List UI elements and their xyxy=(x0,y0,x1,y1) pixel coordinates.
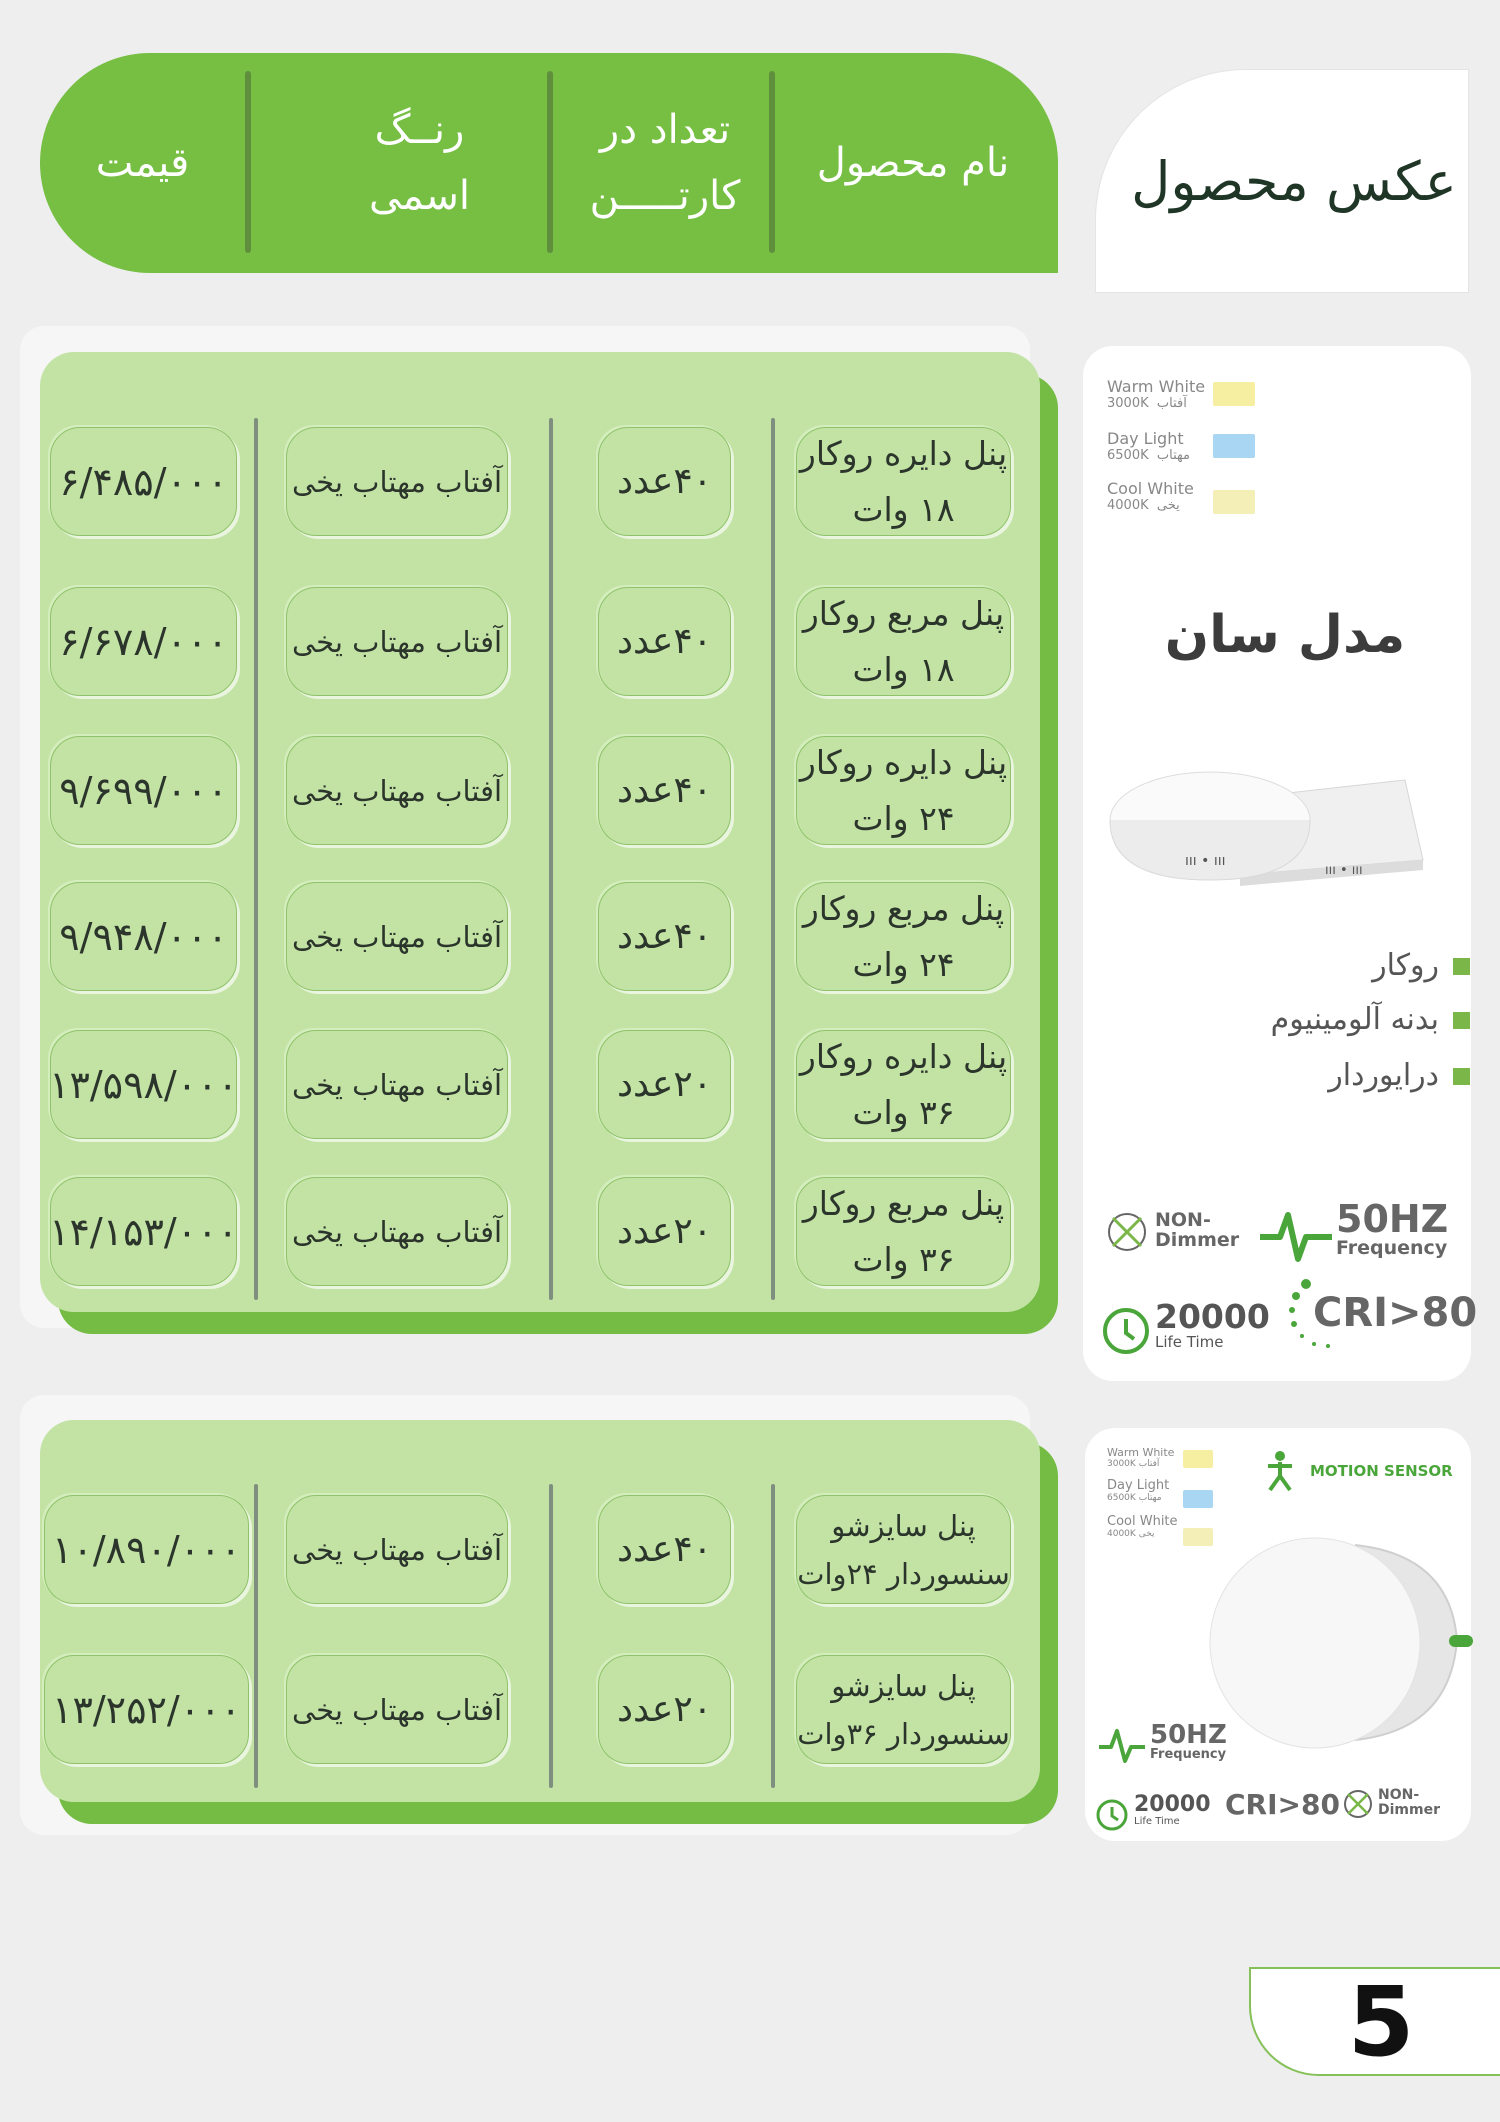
color-cell: آفتاب مهتاب یخی xyxy=(286,1177,508,1286)
header-divider xyxy=(245,71,251,253)
legend-kelvin: 4000K xyxy=(1107,1529,1136,1539)
day-light-swatch xyxy=(1183,1490,1213,1508)
life-time-badge xyxy=(1134,1794,1211,1827)
qty-cell: ۴۰عدد xyxy=(598,1495,731,1604)
color-cell: آفتاب مهتاب یخی xyxy=(286,427,508,536)
legend-kelvin: 6500K xyxy=(1107,448,1149,463)
feature-item: روکار xyxy=(1180,948,1470,983)
table2-divider xyxy=(254,1484,258,1788)
legend-name: Day Light xyxy=(1107,429,1184,448)
bullet-square-icon xyxy=(1453,1068,1470,1085)
life-time-value: 20000 xyxy=(1134,1792,1211,1817)
hz-label: Frequency xyxy=(1150,1747,1227,1762)
hz-value: 50HZ xyxy=(1336,1197,1449,1241)
product-name-line-2: ۳۶ وات xyxy=(852,1239,955,1279)
page-number: 5 xyxy=(1249,1967,1500,2076)
product-name-cell xyxy=(796,427,1011,536)
non-dimmer-text-2: Dimmer xyxy=(1155,1229,1240,1251)
header-qty-label-2: کارتـــــن xyxy=(589,173,741,219)
legend-name: Warm White xyxy=(1107,377,1206,396)
life-time-label: Life Time xyxy=(1134,1816,1180,1827)
bullet-square-icon xyxy=(1453,958,1470,975)
legend-fa: آفتاب xyxy=(1156,396,1187,411)
non-dimmer-icon xyxy=(1342,1788,1374,1820)
motion-sensor-icon xyxy=(1258,1448,1302,1492)
qty-cell: ۲۰عدد xyxy=(598,1655,731,1764)
product-name-line-2: ۲۴ وات xyxy=(852,944,955,984)
life-time-icon xyxy=(1100,1305,1152,1357)
header-divider xyxy=(547,71,553,253)
color-cell: آفتاب مهتاب یخی xyxy=(286,1655,508,1764)
qty-cell: ۴۰عدد xyxy=(598,587,731,696)
header-color-label-1: رنــگ xyxy=(374,107,465,153)
header-price xyxy=(40,53,245,273)
cool-white-swatch xyxy=(1213,490,1255,514)
product-name-line-2: ۲۴ وات xyxy=(852,798,955,838)
header-color-label-2: اسمی xyxy=(368,173,471,219)
color-cell: آفتاب مهتاب یخی xyxy=(286,736,508,845)
non-dimmer-badge xyxy=(1155,1210,1239,1250)
table1-divider xyxy=(771,418,775,1300)
day-light-swatch xyxy=(1213,434,1255,458)
qty-cell: ۴۰عدد xyxy=(598,882,731,991)
non-dimmer-badge xyxy=(1378,1788,1440,1818)
legend-kelvin: 3000K xyxy=(1107,1459,1136,1469)
color-cell: آفتاب مهتاب یخی xyxy=(286,587,508,696)
header-qty-label-1: تعداد در xyxy=(599,107,731,153)
header-color xyxy=(252,53,587,273)
legend-fa: مهتاب xyxy=(1138,1493,1162,1503)
legend-name: Day Light xyxy=(1107,1478,1170,1493)
product-name-line-1: پنل مربع روکار xyxy=(802,593,1005,633)
non-dimmer-text-1: NON- xyxy=(1155,1209,1211,1231)
product-name-line-1: پنل سایزشو xyxy=(831,1508,976,1543)
hz-label: Frequency xyxy=(1336,1237,1448,1259)
product-name-cell xyxy=(796,736,1011,845)
cri-badge: CRI>80 xyxy=(1225,1788,1340,1821)
product-name-line-1: پنل مربع روکار xyxy=(802,1183,1005,1223)
life-time-badge xyxy=(1155,1297,1270,1351)
model-title: مدل سان xyxy=(1164,605,1406,665)
frequency-wave-icon xyxy=(1097,1725,1147,1765)
legend-fa: یخی xyxy=(1156,498,1180,513)
hz-badge xyxy=(1336,1197,1449,1259)
product-name-line-1: پنل مربع روکار xyxy=(802,888,1005,928)
price-cell: ۹/۹۴۸/۰۰۰ xyxy=(50,882,237,991)
product-name-cell xyxy=(796,1030,1011,1139)
product-name-cell xyxy=(796,1177,1011,1286)
frequency-wave-icon xyxy=(1258,1205,1334,1265)
price-cell: ۶/۶۷۸/۰۰۰ xyxy=(50,587,237,696)
table1-divider xyxy=(549,418,553,1300)
cri-badge: CRI>80 xyxy=(1313,1290,1478,1336)
svg-text:ııı • ııı: ııı • ııı xyxy=(1185,853,1226,869)
table-header-bar xyxy=(40,53,1058,273)
product-name-line-2: ۳۶ وات xyxy=(852,1092,955,1132)
surface-panel-image xyxy=(1105,740,1435,890)
product-name-line-1: پنل دایره روکار xyxy=(799,1036,1008,1076)
photo-header xyxy=(1096,70,1468,292)
life-time-label: Life Time xyxy=(1155,1333,1224,1351)
table2-divider xyxy=(771,1484,775,1788)
color-cell: آفتاب مهتاب یخی xyxy=(286,882,508,991)
legend-kelvin: 3000K xyxy=(1107,396,1149,411)
price-cell: ۶/۴۸۵/۰۰۰ xyxy=(50,427,237,536)
non-dimmer-text-2: Dimmer xyxy=(1378,1802,1440,1818)
hz-value: 50HZ xyxy=(1150,1720,1227,1750)
legend-kelvin: 6500K xyxy=(1107,1493,1136,1503)
hz-badge xyxy=(1150,1722,1227,1762)
color-cell: آفتاب مهتاب یخی xyxy=(286,1030,508,1139)
legend-fa: یخی xyxy=(1138,1529,1155,1539)
product-name-cell xyxy=(796,587,1011,696)
non-dimmer-text-1: NON- xyxy=(1378,1787,1420,1803)
table1-divider xyxy=(254,418,258,1300)
qty-cell: ۴۰عدد xyxy=(598,736,731,845)
price-cell: ۱۳/۲۵۲/۰۰۰ xyxy=(44,1655,249,1764)
product-name-line-2: ۱۸ وات xyxy=(852,489,955,529)
product-name-line-2: سنسوردار ۳۶وات xyxy=(797,1716,1010,1751)
product-name-line-1: پنل سایزشو xyxy=(831,1668,976,1703)
legend-kelvin: 4000K xyxy=(1107,498,1149,513)
product-name-line-1: پنل دایره روکار xyxy=(799,433,1008,473)
product-name-line-2: ۱۸ وات xyxy=(852,649,955,689)
color-cell: آفتاب مهتاب یخی xyxy=(286,1495,508,1604)
feature-item: بدنه آلومینیوم xyxy=(1180,1002,1470,1037)
qty-cell: ۲۰عدد xyxy=(598,1177,731,1286)
product-name-cell xyxy=(796,882,1011,991)
header-name xyxy=(778,53,1048,273)
product-name-cell xyxy=(796,1495,1011,1604)
table2-divider xyxy=(549,1484,553,1788)
motion-sensor-label: MOTION SENSOR xyxy=(1310,1462,1453,1480)
svg-text:ııı • ııı: ııı • ııı xyxy=(1325,863,1363,878)
price-cell: ۹/۶۹۹/۰۰۰ xyxy=(50,736,237,845)
legend-name: Warm White xyxy=(1107,1446,1175,1459)
header-price-label: قیمت xyxy=(95,140,190,186)
header-qty xyxy=(554,53,776,273)
non-dimmer-icon xyxy=(1105,1210,1149,1254)
price-cell: ۱۳/۵۹۸/۰۰۰ xyxy=(50,1030,237,1139)
legend-name: Cool White xyxy=(1107,479,1194,498)
product-name-line-1: پنل دایره روکار xyxy=(799,742,1008,782)
header-divider xyxy=(769,71,775,253)
life-time-value: 20000 xyxy=(1155,1297,1270,1336)
life-time-icon xyxy=(1094,1797,1130,1833)
photo-header-label: عکس محصول xyxy=(1131,149,1457,213)
header-name-label: نام محصول xyxy=(816,140,1010,186)
price-cell: ۱۰/۸۹۰/۰۰۰ xyxy=(44,1495,249,1604)
warm-white-swatch xyxy=(1183,1450,1213,1468)
feature-item: درایوردار xyxy=(1180,1058,1470,1093)
qty-cell: ۲۰عدد xyxy=(598,1030,731,1139)
legend-fa: مهتاب xyxy=(1156,448,1190,463)
product-name-cell xyxy=(796,1655,1011,1764)
warm-white-swatch xyxy=(1213,382,1255,406)
product-name-line-2: سنسوردار ۲۴وات xyxy=(797,1556,1010,1591)
legend-name: Cool White xyxy=(1107,1514,1178,1529)
recessed-panel-image xyxy=(1205,1535,1475,1755)
price-cell: ۱۴/۱۵۳/۰۰۰ xyxy=(50,1177,237,1286)
bullet-square-icon xyxy=(1453,1012,1470,1029)
legend-fa: آفتاب xyxy=(1138,1459,1160,1469)
qty-cell: ۴۰عدد xyxy=(598,427,731,536)
